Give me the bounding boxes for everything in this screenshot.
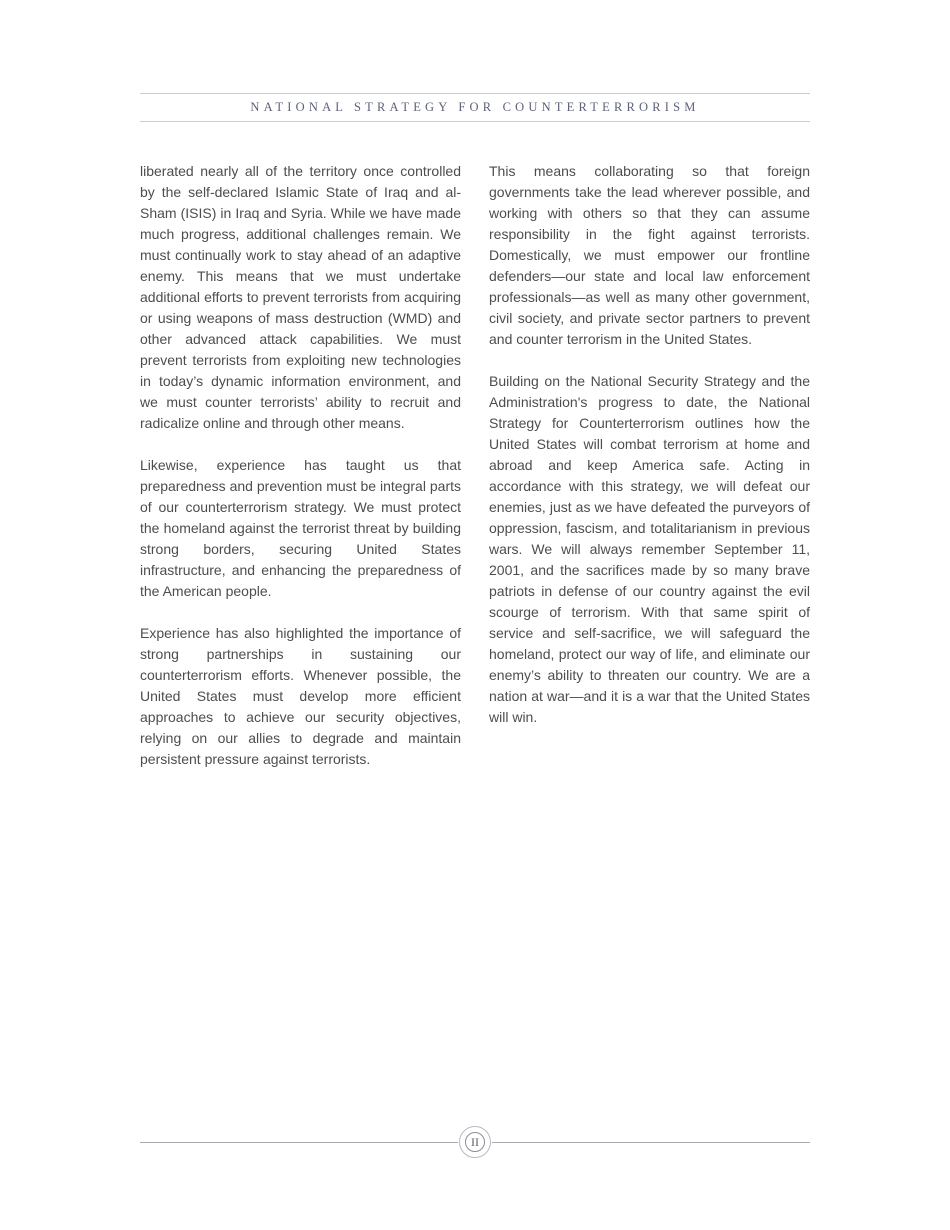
footer-rule-left xyxy=(140,1142,458,1143)
paragraph: Experience has also highlighted the importance of strong partnerships in sustaining our counterterrorism efforts. Whenever possible, the United States must develop more efficient approaches to achieve our security objectives, relying on our allies to degrade and maintain persistent pressure against terrorists. xyxy=(140,625,461,767)
paragraph: This means collaborating so that foreign governments take the lead wherever possible, and working with others so that they can assume responsibility in the fight against terrorists. Domestically, we must empower our frontline defenders—our state and local law enforcement professionals—as well as many other government, civil society, and private sector partners to prevent and counter terrorism in the United States. xyxy=(489,163,810,347)
document-title: NATIONAL STRATEGY FOR COUNTERTERRORISM xyxy=(250,100,700,114)
page-number: II xyxy=(465,1132,485,1152)
paragraph: liberated nearly all of the territory once controlled by the self-declared Islamic State of Iraq and al-Sham (ISIS) in Iraq and Syria. While we have made much progress, additional challenges remain. We must continually work to stay ahead of an adaptive enemy. This means that we must undertake additional efforts to prevent terrorists from acquiring or using weapons of mass destruction (WMD) and other advanced attack capabilities. We must prevent terrorists from exploiting new technologies in today’s dynamic information environment, and we must counter terrorists’ ability to recruit and radicalize online and through other means. xyxy=(140,163,461,431)
right-text-column xyxy=(489,161,810,749)
left-text-column xyxy=(140,161,461,791)
footer-rule-right xyxy=(492,1142,810,1143)
page-number-badge xyxy=(459,1126,491,1158)
running-header xyxy=(140,93,810,122)
paragraph: Building on the National Security Strategy and the Administration's progress to date, the National Strategy for Counterterrorism outlines how the United States will combat terrorism at home and abroad and keep America safe. Acting in accordance with this strategy, we will defeat our enemies, just as we have defeated the purveyors of oppression, fascism, and totalitarianism in previous wars. We will always remember September 11, 2001, and the sacrifices made by so many brave patriots in defense of our country against the evil scourge of terrorism. With that same spirit of service and self-sacrifice, we will safeguard the homeland, protect our way of life, and eliminate our enemy’s ability to threaten our country. We are a nation at war—and it is a war that the United States will win. xyxy=(489,373,810,725)
paragraph: Likewise, experience has taught us that preparedness and prevention must be integral parts of our counterterrorism strategy. We must protect the homeland against the terrorist threat by building strong borders, securing United States infrastructure, and enhancing the preparedness of the American people. xyxy=(140,457,461,599)
